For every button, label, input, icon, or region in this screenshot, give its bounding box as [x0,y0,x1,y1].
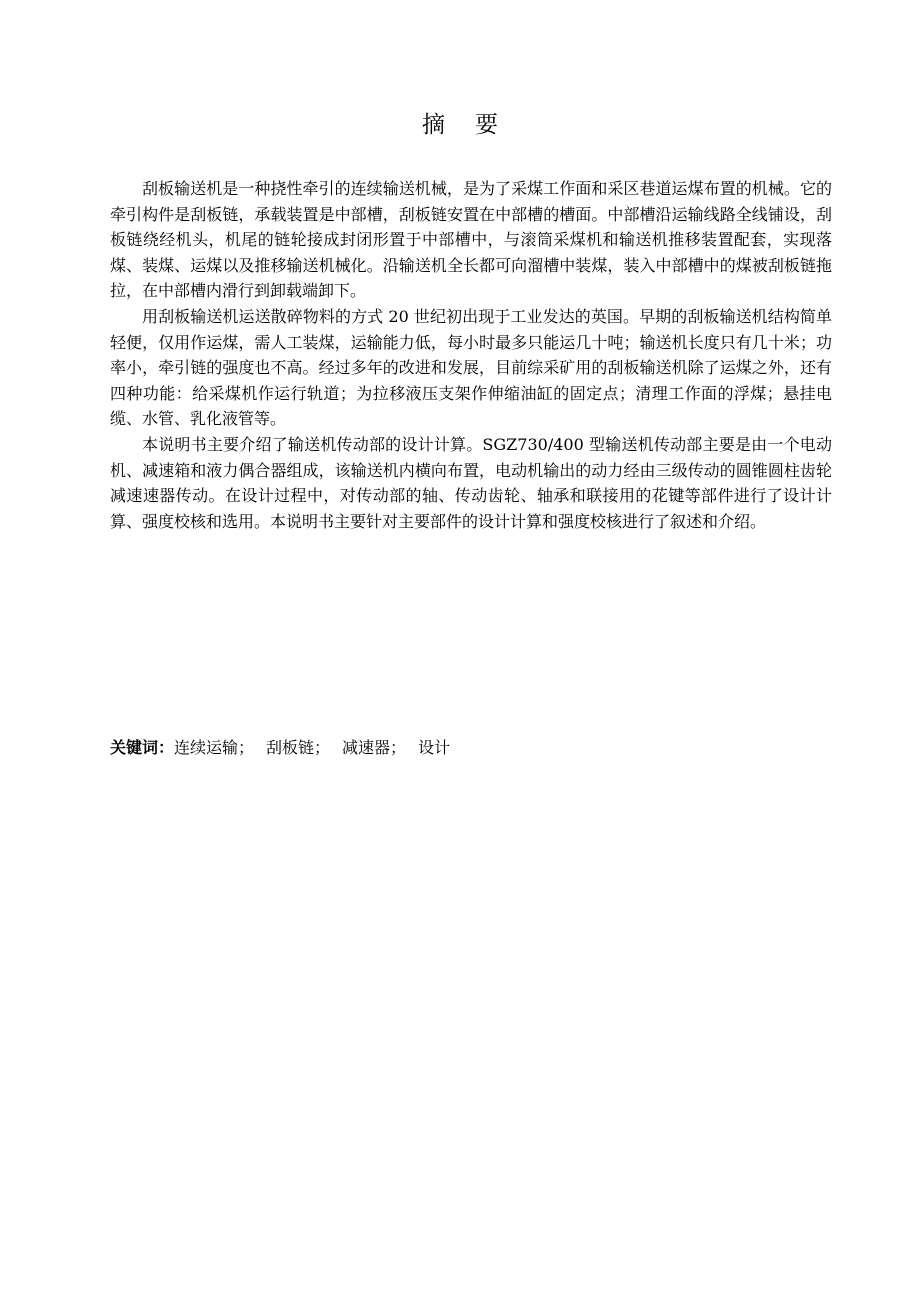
abstract-title-part1: 摘 [422,112,445,138]
abstract-paragraph: 本说明书主要介绍了输送机传动部的设计计算。SGZ730/400 型输送机传动部主要是由一个电动机、减速箱和液力偶合器组成，该输送机内横向布置，电动机输出的动力经由三级传动的圆锥圆柱齿轮减速速器传动。在设计过程中，对传动部的轴、传动齿轮、轴承和联接用的花键等部件进行了设计计算、强度校核和选用。本说明书主要针对主要部件的设计计算和强度校核进行了叙述和介绍。 [110,434,832,531]
keywords-line [110,735,832,761]
abstract-paragraph: 用刮板输送机运送散碎物料的方式 20 世纪初出现于工业发达的英国。早期的刮板输送机结构简单轻便，仅用作运煤，需人工装煤，运输能力低，每小时最多只能运几十吨；输送机长度只有几十米；功率小，牵引链的强度也不高。经过多年的改进和发展，目前综采矿用的刮板输送机除了运煤之外，还有四种功能：给采煤机作运行轨道；为拉移液压支架作伸缩油缸的固定点；清理工作面的浮煤；悬挂电缆、水管、乳化液管等。 [110,306,832,429]
keyword-item: 设计 [418,738,451,757]
keywords-label: 关键词： [110,738,175,757]
abstract-paragraph: 刮板输送机是一种挠性牵引的连续输送机械，是为了采煤工作面和采区巷道运煤布置的机械。它的牵引构件是刮板链，承载装置是中部槽，刮板链安置在中部槽的槽面。中部槽沿运输线路全线铺设，刮板链绕经机头，机尾的链轮接成封闭形置于中部槽中，与滚筒采煤机和输送机推移装置配套，实现落煤、装煤、运煤以及推移输送机械化。沿输送机全长都可向溜槽中装煤，装入中部槽中的煤被刮板链拖拉，在中部槽内滑行到卸载端卸下。 [110,179,832,301]
keyword-item: 刮板链； [266,738,331,757]
abstract-body [110,176,832,534]
keyword-item: 减速器； [342,738,407,757]
abstract-title-part2: 要 [475,112,498,138]
keyword-item: 连续运输； [174,738,255,757]
abstract-title [0,108,920,142]
